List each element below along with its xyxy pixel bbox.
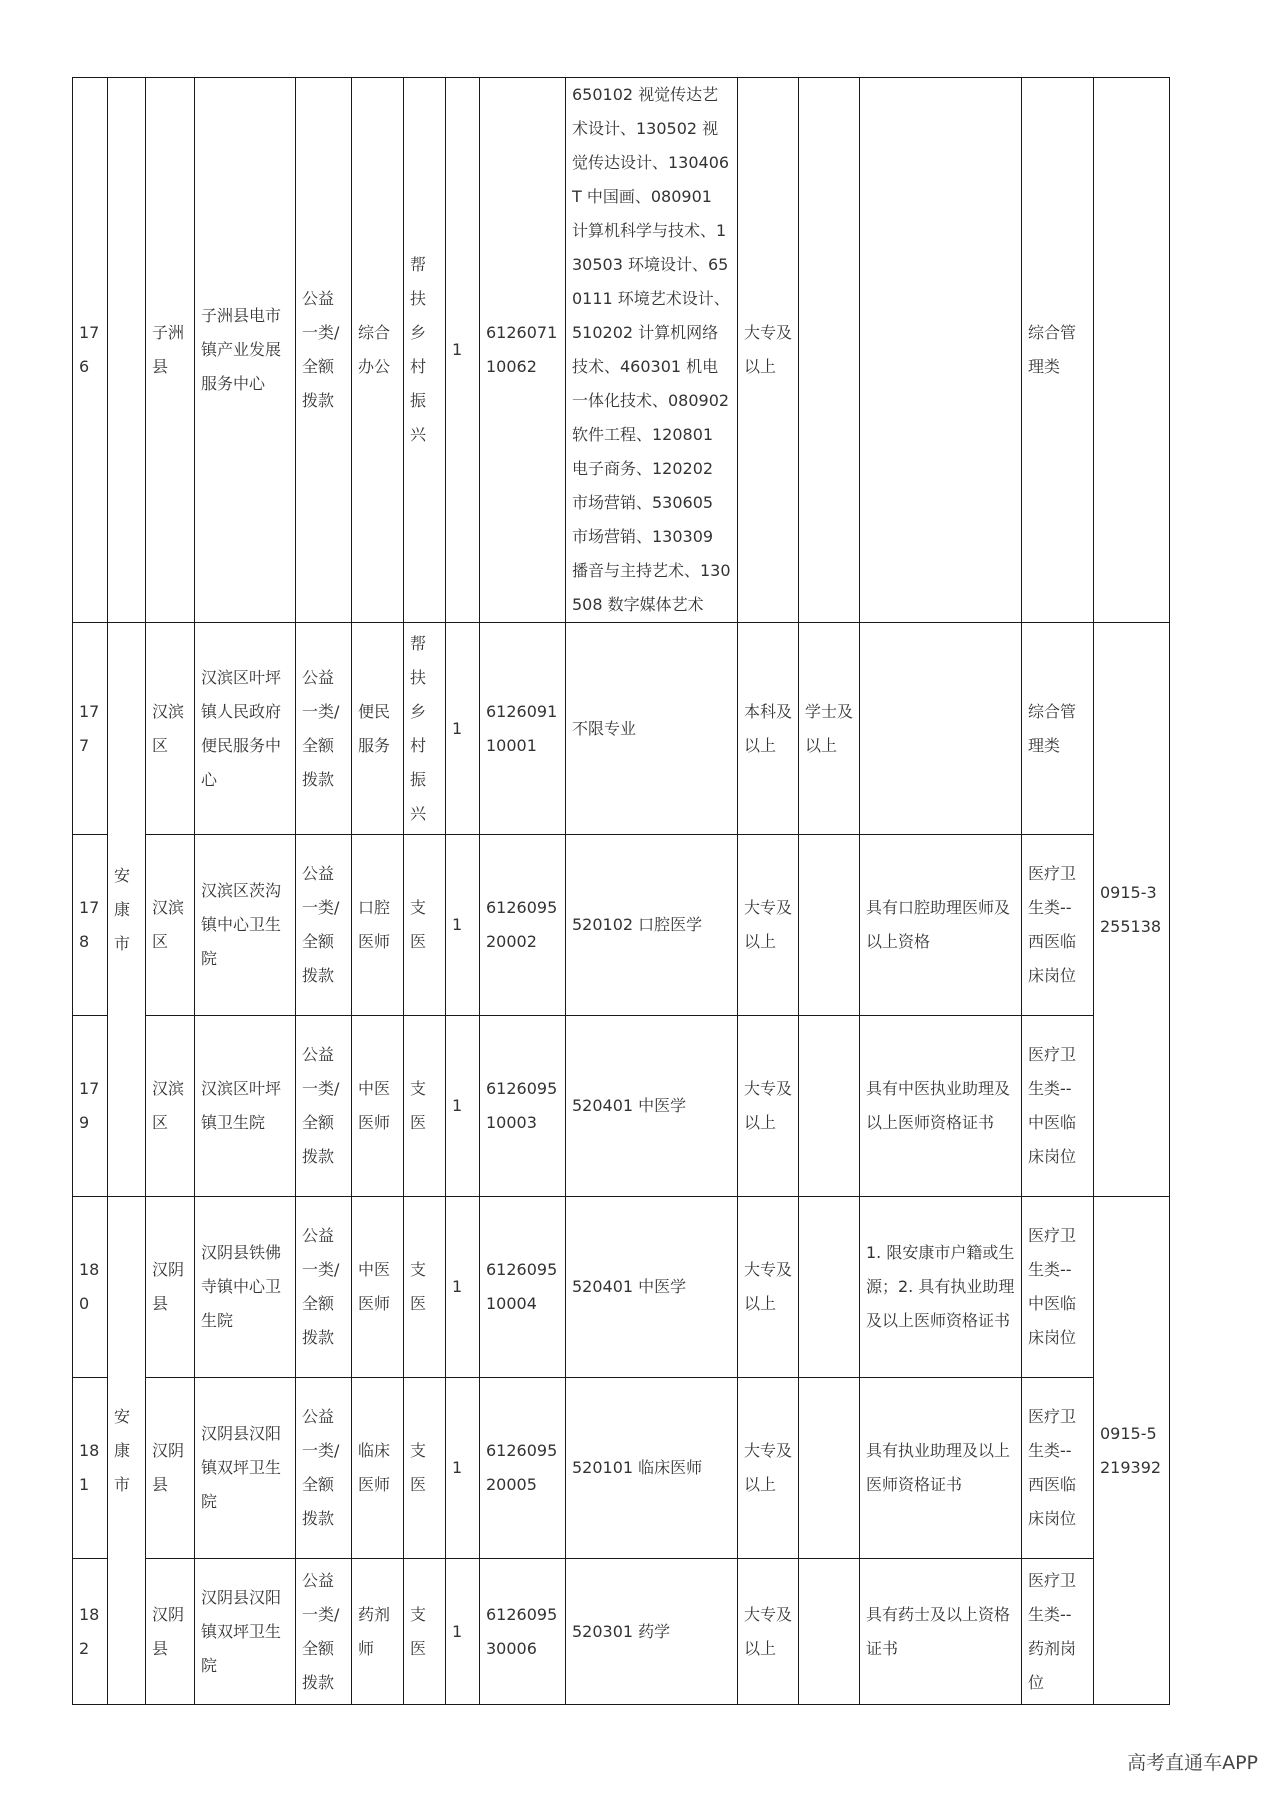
cell-serial-number: 182 bbox=[73, 1559, 108, 1705]
cell-other-requirements bbox=[860, 623, 1022, 835]
cell-post-code: 612609110001 bbox=[480, 623, 566, 835]
cell-exam-category: 医疗卫生类--中医临床岗位 bbox=[1022, 1197, 1094, 1378]
cell-recruit-count: 1 bbox=[446, 835, 480, 1016]
cell-other-requirements: 具有口腔助理医师及以上资格 bbox=[860, 835, 1022, 1016]
app-watermark: 高考直通车APP bbox=[1127, 1752, 1258, 1774]
table-row bbox=[73, 1197, 1170, 1378]
cell-education: 本科及以上 bbox=[738, 623, 799, 835]
cell-unit-nature: 公益一类/全额拨款 bbox=[296, 1378, 352, 1559]
cell-major: 520102 口腔医学 bbox=[566, 835, 738, 1016]
cell-post-type: 支医 bbox=[404, 1559, 446, 1705]
cell-exam-category: 医疗卫生类--中医临床岗位 bbox=[1022, 1016, 1094, 1197]
cell-post-type: 支医 bbox=[404, 835, 446, 1016]
cell-post-name: 便民服务 bbox=[352, 623, 404, 835]
job-position-table bbox=[72, 77, 1170, 1705]
table-row bbox=[73, 623, 1170, 835]
cell-degree bbox=[799, 1559, 860, 1705]
cell-education: 大专及以上 bbox=[738, 1016, 799, 1197]
cell-phone bbox=[1094, 78, 1170, 623]
cell-county: 汉滨区 bbox=[146, 1016, 195, 1197]
cell-exam-category: 医疗卫生类--西医临床岗位 bbox=[1022, 1378, 1094, 1559]
cell-recruit-count: 1 bbox=[446, 623, 480, 835]
cell-exam-category: 医疗卫生类--西医临床岗位 bbox=[1022, 835, 1094, 1016]
cell-degree bbox=[799, 1016, 860, 1197]
cell-post-name: 药剂师 bbox=[352, 1559, 404, 1705]
cell-county: 子洲县 bbox=[146, 78, 195, 623]
cell-unit-name: 汉阴县汉阳镇双坪卫生院 bbox=[195, 1378, 296, 1559]
cell-education: 大专及以上 bbox=[738, 1378, 799, 1559]
cell-unit-name: 汉阴县汉阳镇双坪卫生院 bbox=[195, 1559, 296, 1705]
cell-serial-number: 179 bbox=[73, 1016, 108, 1197]
cell-recruit-count: 1 bbox=[446, 1016, 480, 1197]
cell-exam-category: 医疗卫生类--药剂岗位 bbox=[1022, 1559, 1094, 1705]
cell-city-merged: 安康市 bbox=[108, 623, 146, 1197]
cell-other-requirements bbox=[860, 78, 1022, 623]
cell-degree bbox=[799, 1378, 860, 1559]
cell-post-code: 612609520005 bbox=[480, 1378, 566, 1559]
cell-degree bbox=[799, 835, 860, 1016]
cell-county: 汉滨区 bbox=[146, 835, 195, 1016]
cell-recruit-count: 1 bbox=[446, 78, 480, 623]
cell-other-requirements: 1. 限安康市户籍或生源；2. 具有执业助理及以上医师资格证书 bbox=[860, 1197, 1022, 1378]
cell-post-type: 帮扶乡村振兴 bbox=[404, 78, 446, 623]
cell-post-code: 612609520002 bbox=[480, 835, 566, 1016]
cell-other-requirements: 具有药士及以上资格证书 bbox=[860, 1559, 1022, 1705]
cell-county: 汉阴县 bbox=[146, 1559, 195, 1705]
cell-unit-nature: 公益一类/全额拨款 bbox=[296, 1016, 352, 1197]
cell-county: 汉滨区 bbox=[146, 623, 195, 835]
cell-post-name: 临床医师 bbox=[352, 1378, 404, 1559]
cell-serial-number: 178 bbox=[73, 835, 108, 1016]
cell-serial-number: 177 bbox=[73, 623, 108, 835]
cell-unit-name: 汉阴县铁佛寺镇中心卫生院 bbox=[195, 1197, 296, 1378]
cell-exam-category: 综合管理类 bbox=[1022, 623, 1094, 835]
cell-city bbox=[108, 78, 146, 623]
cell-unit-nature: 公益一类/全额拨款 bbox=[296, 623, 352, 835]
table-row bbox=[73, 835, 1170, 1016]
cell-serial-number: 176 bbox=[73, 78, 108, 623]
table-row bbox=[73, 78, 1170, 623]
cell-unit-name: 子洲县电市镇产业发展服务中心 bbox=[195, 78, 296, 623]
cell-major: 520401 中医学 bbox=[566, 1016, 738, 1197]
cell-recruit-count: 1 bbox=[446, 1559, 480, 1705]
cell-other-requirements: 具有执业助理及以上医师资格证书 bbox=[860, 1378, 1022, 1559]
cell-degree: 学士及以上 bbox=[799, 623, 860, 835]
cell-phone-merged: 0915-3255138 bbox=[1094, 623, 1170, 1197]
cell-post-code: 612607110062 bbox=[480, 78, 566, 623]
cell-degree bbox=[799, 78, 860, 623]
cell-county: 汉阴县 bbox=[146, 1378, 195, 1559]
cell-post-name: 中医医师 bbox=[352, 1197, 404, 1378]
cell-major: 520401 中医学 bbox=[566, 1197, 738, 1378]
cell-post-code: 612609510003 bbox=[480, 1016, 566, 1197]
cell-unit-nature: 公益一类/全额拨款 bbox=[296, 1197, 352, 1378]
cell-degree bbox=[799, 1197, 860, 1378]
cell-unit-nature: 公益一类/全额拨款 bbox=[296, 78, 352, 623]
table-row bbox=[73, 1016, 1170, 1197]
cell-post-name: 中医医师 bbox=[352, 1016, 404, 1197]
cell-serial-number: 181 bbox=[73, 1378, 108, 1559]
cell-unit-name: 汉滨区茨沟镇中心卫生院 bbox=[195, 835, 296, 1016]
cell-unit-name: 汉滨区叶坪镇人民政府便民服务中心 bbox=[195, 623, 296, 835]
cell-county: 汉阴县 bbox=[146, 1197, 195, 1378]
cell-post-type: 支医 bbox=[404, 1197, 446, 1378]
table-row bbox=[73, 1378, 1170, 1559]
cell-serial-number: 180 bbox=[73, 1197, 108, 1378]
cell-education: 大专及以上 bbox=[738, 1197, 799, 1378]
cell-post-code: 612609530006 bbox=[480, 1559, 566, 1705]
cell-post-code: 612609510004 bbox=[480, 1197, 566, 1378]
cell-recruit-count: 1 bbox=[446, 1378, 480, 1559]
cell-education: 大专及以上 bbox=[738, 1559, 799, 1705]
cell-exam-category: 综合管理类 bbox=[1022, 78, 1094, 623]
cell-post-type: 帮扶乡村振兴 bbox=[404, 623, 446, 835]
cell-major: 520101 临床医师 bbox=[566, 1378, 738, 1559]
cell-post-name: 综合办公 bbox=[352, 78, 404, 623]
cell-unit-nature: 公益一类/全额拨款 bbox=[296, 1559, 352, 1705]
cell-major: 不限专业 bbox=[566, 623, 738, 835]
table-row bbox=[73, 1559, 1170, 1705]
cell-major: 520301 药学 bbox=[566, 1559, 738, 1705]
cell-unit-name: 汉滨区叶坪镇卫生院 bbox=[195, 1016, 296, 1197]
cell-city-merged: 安康市 bbox=[108, 1197, 146, 1705]
cell-post-type: 支医 bbox=[404, 1016, 446, 1197]
cell-education: 大专及以上 bbox=[738, 78, 799, 623]
cell-other-requirements: 具有中医执业助理及以上医师资格证书 bbox=[860, 1016, 1022, 1197]
cell-unit-nature: 公益一类/全额拨款 bbox=[296, 835, 352, 1016]
cell-phone-merged: 0915-5219392 bbox=[1094, 1197, 1170, 1705]
cell-post-type: 支医 bbox=[404, 1378, 446, 1559]
cell-post-name: 口腔医师 bbox=[352, 835, 404, 1016]
cell-recruit-count: 1 bbox=[446, 1197, 480, 1378]
cell-education: 大专及以上 bbox=[738, 835, 799, 1016]
cell-major: 650102 视觉传达艺术设计、130502 视觉传达设计、130406T 中国画、080901 计算机科学与技术、130503 环境设计、650111 环境艺术设计、510202 计算机网络技术、460301 机电一体化技术、080902 软件工程、120801 电子商务、120202 市场营销、530605 市场营销、130309 播音与主持艺术、130508 数字媒体艺术 bbox=[566, 78, 738, 623]
